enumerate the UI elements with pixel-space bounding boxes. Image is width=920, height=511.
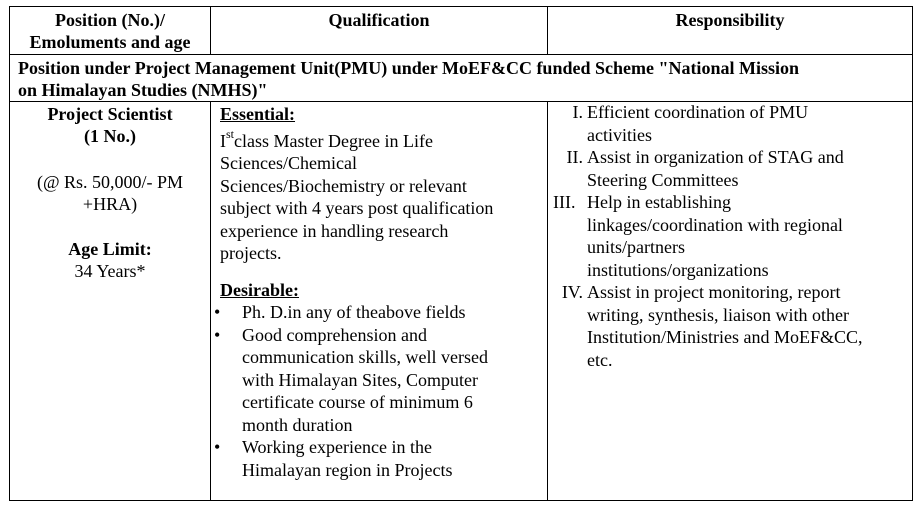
column-divider-2 (547, 101, 548, 500)
essential-line6: projects. (220, 243, 282, 263)
essential-label: Essential: (220, 104, 296, 124)
responsibility-number: IV. (561, 282, 583, 302)
responsibility-number: II. (566, 147, 583, 167)
header-position (10, 9, 210, 53)
position-cell (10, 103, 210, 282)
position-pay-line2: +HRA) (82, 194, 138, 214)
section-title-line1: Position under Project Management Unit(PMU) under MoEF&CC funded Scheme "National Mission (18, 58, 799, 78)
responsibility-item: I. Efficient coordination of PMU activities (555, 101, 911, 146)
section-title-line2: on Himalayan Studies (NMHS)" (18, 80, 268, 100)
essential-line5: experience in handling research (220, 220, 449, 241)
bullet-icon: • (214, 324, 221, 345)
age-limit-label: Age Limit: (68, 239, 152, 259)
bullet-icon: • (214, 302, 221, 322)
table-border-bottom (9, 500, 913, 501)
position-title: Project Scientist (47, 104, 173, 124)
header-position-line1: Position (No.)/ (55, 10, 165, 30)
responsibility-number: I. (572, 102, 583, 122)
desirable-item: • Ph. D.in any of theabove fields (214, 302, 466, 322)
essential-line4: subject with 4 years post qualification (220, 198, 494, 218)
age-limit-value: 34 Years* (74, 261, 146, 281)
desirable-list (210, 301, 545, 481)
bullet-icon: • (214, 437, 221, 457)
essential-line1: Istclass Master Degree in Life (220, 126, 433, 151)
desirable-item: • Good comprehension and communication skills, well versed with Himalayan Sites, Computer certificate course of minimum 6 month duration (214, 324, 488, 435)
position-pay-line1: (@ Rs. 50,000/- PM (36, 172, 184, 192)
desirable-label: Desirable: (220, 279, 299, 300)
essential-line3: Sciences/Biochemistry or relevant (220, 175, 467, 196)
responsibility-item: III. Help in establishing linkages/coordination with regional units/partners institutions/organizations (553, 192, 843, 280)
position-count: (1 No.) (84, 126, 136, 146)
desirable-item: • Working experience in the Himalayan region in Projects (214, 437, 453, 480)
header-qualification: Qualification (328, 10, 430, 30)
header-divider (9, 54, 913, 55)
header-responsibility: Responsibility (675, 10, 785, 30)
qualification-cell (214, 103, 545, 481)
table-border-top (9, 6, 913, 7)
essential-line2: Sciences/Chemical (220, 153, 357, 173)
responsibility-item: IV. Assist in project monitoring, report writing, synthesis, liaison with other Institution/Ministries and MoEF&CC, etc. (555, 281, 911, 371)
responsibility-number: III. (553, 192, 576, 212)
responsibility-cell (555, 101, 911, 371)
table-border-right (912, 6, 913, 500)
header-position-line2: Emoluments and age (29, 32, 191, 52)
responsibility-item: II. Assist in organization of STAG and Steering Committees (555, 146, 911, 191)
